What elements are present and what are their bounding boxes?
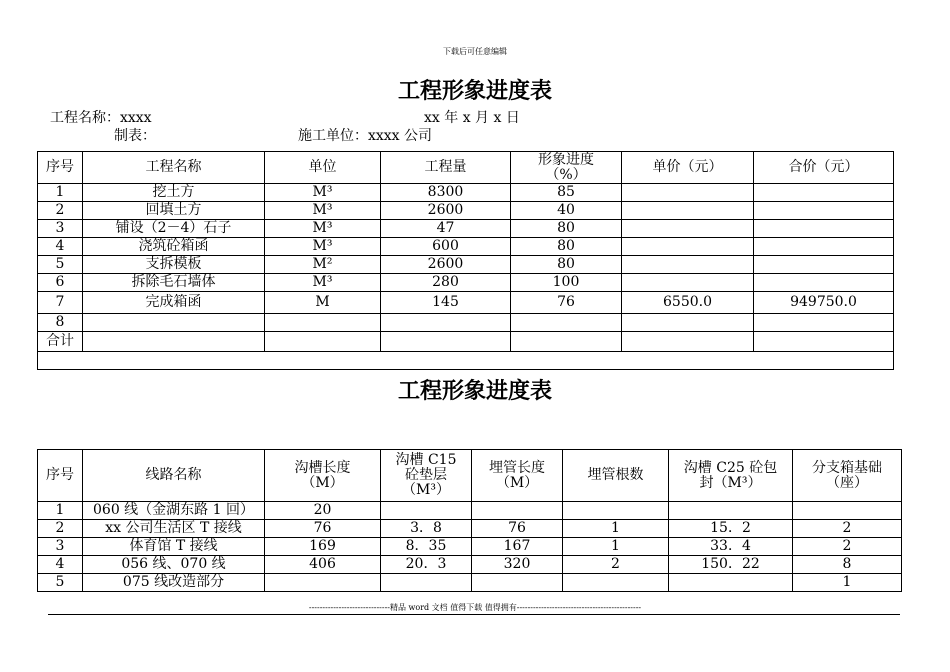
- table-cell: [265, 314, 381, 332]
- table-cell: [622, 274, 754, 292]
- table-cell: 8．35: [381, 538, 472, 556]
- table-cell: [83, 314, 265, 332]
- table-cell: 2600: [381, 256, 511, 274]
- table-cell: 150．22: [669, 556, 793, 574]
- table-cell: [754, 202, 894, 220]
- table-cell: 1: [38, 502, 83, 520]
- column-header: 工程量: [381, 152, 511, 184]
- table-cell: 15．2: [669, 520, 793, 538]
- table-cell: [669, 574, 793, 592]
- table-row: [38, 220, 894, 238]
- table-cell: 浇筑砼箱函: [83, 238, 265, 256]
- table-cell: 完成箱函: [83, 292, 265, 314]
- table-row: [38, 332, 894, 352]
- header-row: [38, 450, 902, 502]
- table-cell: 体育馆 T 接线: [83, 538, 265, 556]
- table-cell: [754, 256, 894, 274]
- table-cell: 2: [793, 520, 902, 538]
- table-cell: [622, 314, 754, 332]
- table-cell: 33．4: [669, 538, 793, 556]
- table-cell: [754, 238, 894, 256]
- column-header: 单位: [265, 152, 381, 184]
- column-header: 线路名称: [83, 450, 265, 502]
- table-cell: [754, 274, 894, 292]
- table-cell: [381, 332, 511, 352]
- column-header: 序号: [38, 450, 83, 502]
- table-cell: [754, 314, 894, 332]
- table-cell: 600: [381, 238, 511, 256]
- column-header: 埋管根数: [563, 450, 669, 502]
- top-note: 下载后可任意编辑: [443, 47, 507, 56]
- table-cell: 支拆模板: [83, 256, 265, 274]
- table-cell: 6: [38, 274, 83, 292]
- table-cell: 169: [265, 538, 381, 556]
- table-cell: 铺设（2－4）石子: [83, 220, 265, 238]
- table-row: [38, 574, 902, 592]
- footer-divider: [48, 614, 900, 615]
- table-cell: [472, 574, 563, 592]
- table-row: [38, 292, 894, 314]
- table-cell: M³: [265, 238, 381, 256]
- table-cell: 80: [511, 220, 622, 238]
- column-header: 沟槽长度 （M）: [265, 450, 381, 502]
- table-cell: 20: [265, 502, 381, 520]
- table-cell: 3．8: [381, 520, 472, 538]
- table-cell: [754, 220, 894, 238]
- prepared-by: 制表：: [114, 128, 156, 144]
- table-cell: [265, 332, 381, 352]
- column-header: 单价（元）: [622, 152, 754, 184]
- page-title: 工程形象进度表: [397, 78, 552, 104]
- table-row: [38, 314, 894, 332]
- report-date: xx 年 x 月 x 日: [424, 110, 520, 126]
- table-cell: [622, 238, 754, 256]
- blank-cell: [38, 352, 894, 370]
- table-cell: M: [265, 292, 381, 314]
- table-row: [38, 502, 902, 520]
- table-cell: 2: [38, 520, 83, 538]
- table-cell: 80: [511, 238, 622, 256]
- table-cell: 949750.0: [754, 292, 894, 314]
- column-header: 合价（元）: [754, 152, 894, 184]
- table-cell: 合计: [38, 332, 83, 352]
- table-cell: 47: [381, 220, 511, 238]
- column-header: 工程名称: [83, 152, 265, 184]
- table-cell: 1: [793, 574, 902, 592]
- blank-row: [38, 352, 894, 370]
- table-cell: 7: [38, 292, 83, 314]
- table-cell: 5: [38, 574, 83, 592]
- column-header: 序号: [38, 152, 83, 184]
- table-cell: 8: [38, 314, 83, 332]
- table-cell: [472, 502, 563, 520]
- table-cell: [754, 332, 894, 352]
- table-cell: [669, 502, 793, 520]
- table-cell: 6550.0: [622, 292, 754, 314]
- table-cell: [381, 502, 472, 520]
- table-cell: 4: [38, 238, 83, 256]
- table-cell: M³: [265, 220, 381, 238]
- table-cell: M³: [265, 184, 381, 202]
- table-cell: [622, 332, 754, 352]
- table-cell: 20．3: [381, 556, 472, 574]
- table-cell: 2: [793, 538, 902, 556]
- table-cell: 40: [511, 202, 622, 220]
- table-cell: 4: [38, 556, 83, 574]
- table-cell: 2: [38, 202, 83, 220]
- table-row: [38, 256, 894, 274]
- table-cell: 8: [793, 556, 902, 574]
- table-cell: 320: [472, 556, 563, 574]
- header-row: [38, 152, 894, 184]
- table-cell: 76: [265, 520, 381, 538]
- table-cell: 3: [38, 538, 83, 556]
- table-row: [38, 202, 894, 220]
- table-cell: [563, 574, 669, 592]
- table-cell: M²: [265, 256, 381, 274]
- table-cell: [793, 502, 902, 520]
- table-cell: 145: [381, 292, 511, 314]
- table-cell: [265, 574, 381, 592]
- table-cell: 3: [38, 220, 83, 238]
- table-cell: [83, 332, 265, 352]
- table-row: [38, 520, 902, 538]
- trench-table: [37, 449, 902, 592]
- column-header: 分支箱基础 （座）: [793, 450, 902, 502]
- table-cell: 167: [472, 538, 563, 556]
- table-cell: [511, 332, 622, 352]
- table-cell: 2600: [381, 202, 511, 220]
- project-name: 工程名称：xxxx: [50, 110, 152, 126]
- table-cell: 回填土方: [83, 202, 265, 220]
- table-row: [38, 538, 902, 556]
- table-cell: [622, 220, 754, 238]
- table-row: [38, 556, 902, 574]
- table-cell: [622, 256, 754, 274]
- table-cell: [381, 574, 472, 592]
- table-cell: 100: [511, 274, 622, 292]
- table-cell: 075 线改造部分: [83, 574, 265, 592]
- column-header: 沟槽 C25 砼包 封（M³）: [669, 450, 793, 502]
- table-cell: 76: [511, 292, 622, 314]
- table-cell: 5: [38, 256, 83, 274]
- table-cell: 1: [38, 184, 83, 202]
- second-title: 工程形象进度表: [397, 378, 552, 404]
- table-cell: xx 公司生活区 T 接线: [83, 520, 265, 538]
- column-header: 沟槽 C15 砼垫层 （M³）: [381, 450, 472, 502]
- contractor: 施工单位：xxxx 公司: [298, 128, 433, 144]
- table-row: [38, 238, 894, 256]
- table-cell: M³: [265, 202, 381, 220]
- table-row: [38, 184, 894, 202]
- table-cell: 280: [381, 274, 511, 292]
- table-cell: [754, 184, 894, 202]
- table-row: [38, 274, 894, 292]
- footer-note: ------------------------------精品 word 文档 值得下载 值得拥有----------------------------------------------: [308, 603, 642, 612]
- column-header: 埋管长度 （M）: [472, 450, 563, 502]
- table-cell: 2: [563, 556, 669, 574]
- table-cell: 85: [511, 184, 622, 202]
- progress-table: [37, 151, 894, 370]
- table-cell: 056 线、070 线: [83, 556, 265, 574]
- table-cell: [381, 314, 511, 332]
- table-cell: [511, 314, 622, 332]
- table-cell: [622, 184, 754, 202]
- table-cell: 060 线（金湖东路 1 回）: [83, 502, 265, 520]
- table-cell: 76: [472, 520, 563, 538]
- table-cell: [563, 502, 669, 520]
- column-header: 形象进度 （%）: [511, 152, 622, 184]
- table-cell: 80: [511, 256, 622, 274]
- table-cell: 406: [265, 556, 381, 574]
- table-cell: 8300: [381, 184, 511, 202]
- table-cell: M³: [265, 274, 381, 292]
- table-cell: 拆除毛石墙体: [83, 274, 265, 292]
- table-cell: 1: [563, 520, 669, 538]
- table-cell: 1: [563, 538, 669, 556]
- table-cell: 挖土方: [83, 184, 265, 202]
- table-cell: [622, 202, 754, 220]
